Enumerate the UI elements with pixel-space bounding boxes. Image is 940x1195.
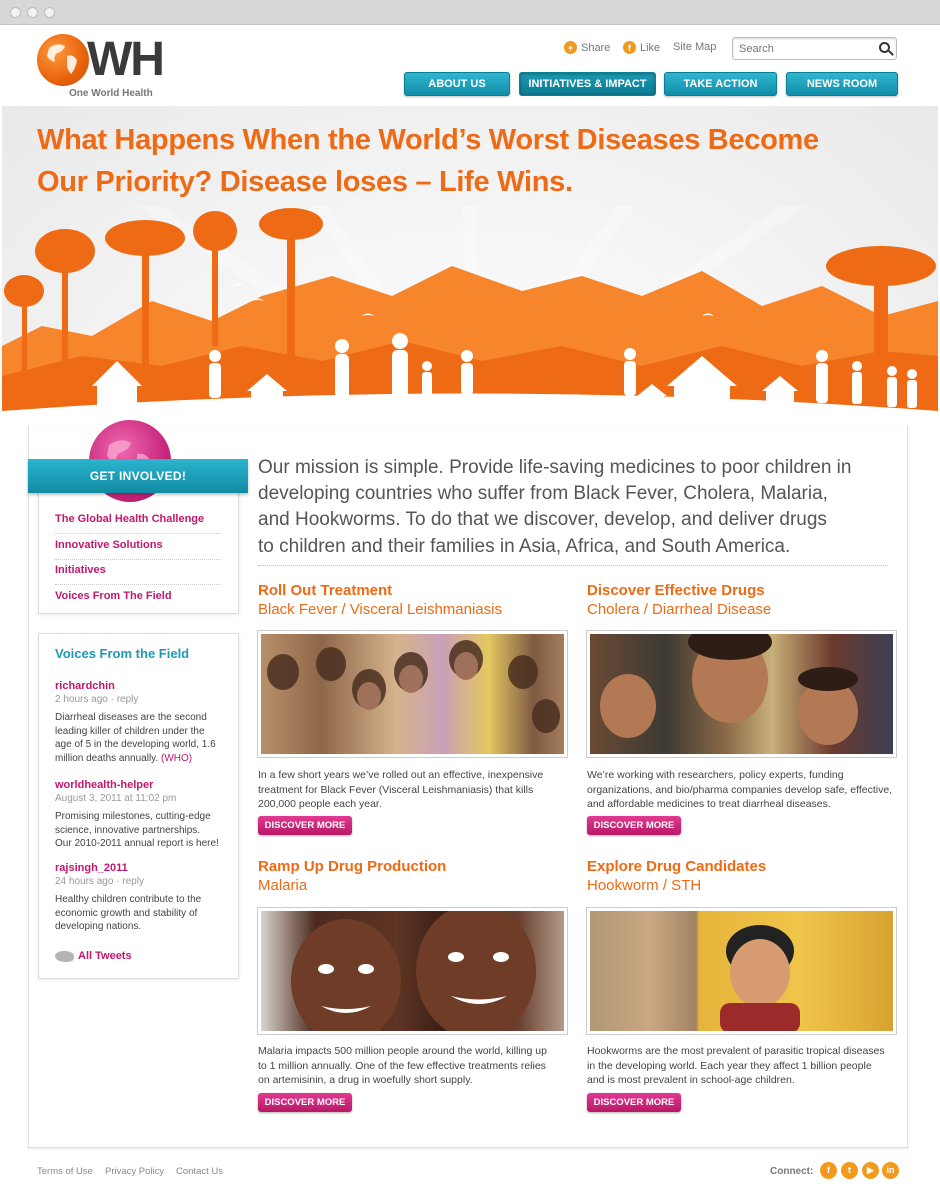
tweet-line: Promising milestones, cutting-edge bbox=[55, 811, 211, 822]
link-innovative-solutions[interactable]: Innovative Solutions bbox=[55, 535, 221, 560]
hero-headline-line-2: Our Priority? Disease loses – Life Wins. bbox=[37, 166, 573, 198]
divider bbox=[258, 565, 888, 566]
feature-line: treatment for Black Fever (Visceral Leishmaniasis) that kills bbox=[258, 783, 534, 796]
feature-title[interactable]: Roll Out Treatment bbox=[258, 582, 393, 599]
connect-label: Connect: bbox=[770, 1166, 814, 1177]
hero-headline-line-1: What Happens When the World’s Worst Diseases Become bbox=[37, 124, 819, 156]
like-link[interactable] bbox=[623, 41, 660, 54]
feature-title[interactable]: Ramp Up Drug Production bbox=[258, 858, 447, 875]
linkedin-icon[interactable]: in bbox=[882, 1162, 899, 1179]
share-link[interactable] bbox=[564, 41, 610, 54]
plus-icon: + bbox=[564, 41, 577, 54]
mission-line: and Hookworms. To do that we discover, develop, and deliver drugs bbox=[258, 509, 827, 531]
voices-title: Voices From the Field bbox=[55, 646, 190, 661]
feature-photo[interactable] bbox=[586, 907, 897, 1035]
feature-subtitle: Malaria bbox=[258, 877, 308, 894]
feature-subtitle: Black Fever / Visceral Leishmaniasis bbox=[258, 601, 502, 618]
facebook-icon: f bbox=[623, 41, 636, 54]
discover-more-button[interactable]: DISCOVER MORE bbox=[587, 816, 681, 835]
who-link[interactable]: (WHO) bbox=[161, 752, 193, 764]
feature-photo[interactable] bbox=[257, 630, 568, 758]
discover-more-button[interactable]: DISCOVER MORE bbox=[587, 1093, 681, 1112]
mission-statement bbox=[258, 455, 898, 560]
hero-banner bbox=[2, 106, 938, 426]
feature-description bbox=[258, 768, 570, 812]
twitter-icon[interactable]: t bbox=[841, 1162, 858, 1179]
search-input[interactable] bbox=[733, 38, 868, 59]
feature-description bbox=[258, 1044, 570, 1088]
link-global-health-challenge[interactable]: The Global Health Challenge bbox=[55, 509, 221, 534]
tweet-line: Our 2010-2011 annual report is here! bbox=[55, 838, 219, 850]
link-voices-from-the-field[interactable]: Voices From The Field bbox=[55, 590, 172, 602]
nav-take-action[interactable]: TAKE ACTION bbox=[664, 72, 777, 96]
tweet-line-text: million deaths annually. bbox=[55, 752, 159, 764]
feature-line: and affordable medicines to treat diarrheal diseases. bbox=[587, 798, 831, 810]
twitter-bird-icon bbox=[55, 951, 74, 962]
feature-line: on artemisinin, a drug in woefully short supply. bbox=[258, 1074, 473, 1086]
landscape-illustration bbox=[2, 206, 938, 426]
feature-title[interactable]: Discover Effective Drugs bbox=[587, 582, 765, 599]
mission-line: developing countries who suffer from Black Fever, Cholera, Malaria, bbox=[258, 483, 828, 505]
feature-line: organizations, and bio/pharma companies develop safe, effective, bbox=[587, 783, 893, 796]
logo-wordmark: WH bbox=[87, 33, 163, 86]
footer-privacy-link[interactable]: Privacy Policy bbox=[105, 1166, 165, 1177]
feature-description bbox=[587, 768, 899, 812]
nav-initiatives-impact[interactable]: INITIATIVES & IMPACT bbox=[519, 72, 656, 96]
discover-more-button[interactable]: DISCOVER MORE bbox=[258, 816, 352, 835]
globe-logo-icon bbox=[37, 34, 89, 86]
search-box bbox=[732, 37, 897, 60]
tweet-line bbox=[55, 752, 225, 766]
like-label: Like bbox=[640, 41, 661, 54]
mission-line: Our mission is simple. Provide life-saving medicines to poor children in bbox=[258, 457, 852, 478]
youtube-icon[interactable]: ▶ bbox=[862, 1162, 879, 1179]
browser-titlebar bbox=[0, 0, 940, 25]
tweet-text bbox=[55, 810, 225, 851]
feature-line: Malaria impacts 500 million people around the world, killing up bbox=[258, 1045, 547, 1057]
nav-about-us[interactable]: ABOUT US bbox=[404, 72, 510, 96]
discover-more-button[interactable]: DISCOVER MORE bbox=[258, 1093, 352, 1112]
window-close-button[interactable] bbox=[10, 7, 21, 18]
feature-line: and is most prevalent in school-age children. bbox=[587, 1074, 795, 1086]
tweet-text bbox=[55, 893, 225, 934]
tweet-line: Healthy children contribute to the bbox=[55, 894, 202, 905]
voices-box bbox=[38, 633, 239, 979]
tweet-text bbox=[55, 711, 225, 765]
feature-line: 200,000 people each year. bbox=[258, 798, 382, 810]
tweet-line: leading killer of children under the bbox=[55, 725, 205, 737]
tweet-line: economic growth and stability of bbox=[55, 907, 198, 919]
all-tweets-label: All Tweets bbox=[78, 950, 132, 962]
footer-terms-link[interactable]: Terms of Use bbox=[37, 1166, 93, 1177]
search-icon[interactable] bbox=[879, 42, 890, 53]
feature-line: We’re working with researchers, policy experts, funding bbox=[587, 769, 844, 781]
hero-headline bbox=[37, 119, 917, 203]
tweet-user[interactable]: richardchin bbox=[55, 680, 115, 692]
tweet-line: Diarrheal diseases are the second bbox=[55, 712, 207, 723]
tweet-time: 2 hours ago · reply bbox=[55, 694, 139, 705]
facebook-icon[interactable]: f bbox=[820, 1162, 837, 1179]
feature-subtitle: Cholera / Diarrheal Disease bbox=[587, 601, 772, 618]
tweet-line: science, innovative partnerships. bbox=[55, 824, 201, 836]
footer-contact-link[interactable]: Contact Us bbox=[176, 1166, 223, 1177]
feature-photo[interactable] bbox=[257, 907, 568, 1035]
mission-line: to children and their families in Asia, Africa, and South America. bbox=[258, 535, 791, 557]
feature-subtitle: Hookworm / STH bbox=[587, 877, 702, 894]
tweet-user[interactable]: rajsingh_2011 bbox=[55, 862, 128, 874]
logo-subtitle: One World Health bbox=[69, 88, 153, 99]
feature-description bbox=[587, 1044, 899, 1088]
tweet-time: 24 hours ago · reply bbox=[55, 876, 144, 887]
get-involved-banner: GET INVOLVED! bbox=[28, 459, 248, 493]
sitemap-link[interactable] bbox=[673, 41, 716, 53]
feature-photo[interactable] bbox=[586, 630, 897, 758]
tweet-time: August 3, 2011 at 11:02 pm bbox=[55, 793, 177, 804]
tweet-user[interactable]: worldhealth-helper bbox=[55, 779, 154, 791]
share-label: Share bbox=[581, 41, 611, 54]
window-maximize-button[interactable] bbox=[44, 7, 55, 18]
feature-line: In a few short years we’ve rolled out an effective, inexpensive bbox=[258, 769, 544, 781]
feature-line: to 1 million annually. One of the few effective treatments relies bbox=[258, 1059, 546, 1072]
tweet-line: age of 5 in the developing world, 1.6 bbox=[55, 739, 216, 751]
window-minimize-button[interactable] bbox=[27, 7, 38, 18]
feature-title[interactable]: Explore Drug Candidates bbox=[587, 858, 767, 875]
tweet-line: developing nations. bbox=[55, 921, 142, 933]
nav-news-room[interactable]: NEWS ROOM bbox=[786, 72, 898, 96]
site-logo[interactable] bbox=[37, 32, 162, 104]
link-initiatives[interactable]: Initiatives bbox=[55, 560, 221, 585]
feature-line: Hookworms are the most prevalent of parasitic tropical diseases bbox=[587, 1045, 885, 1057]
feature-line: in the developing world. Each year they affect 1 billion people bbox=[587, 1059, 872, 1072]
all-tweets-link[interactable] bbox=[55, 950, 132, 962]
sitemap-label: Site Map bbox=[673, 41, 717, 53]
